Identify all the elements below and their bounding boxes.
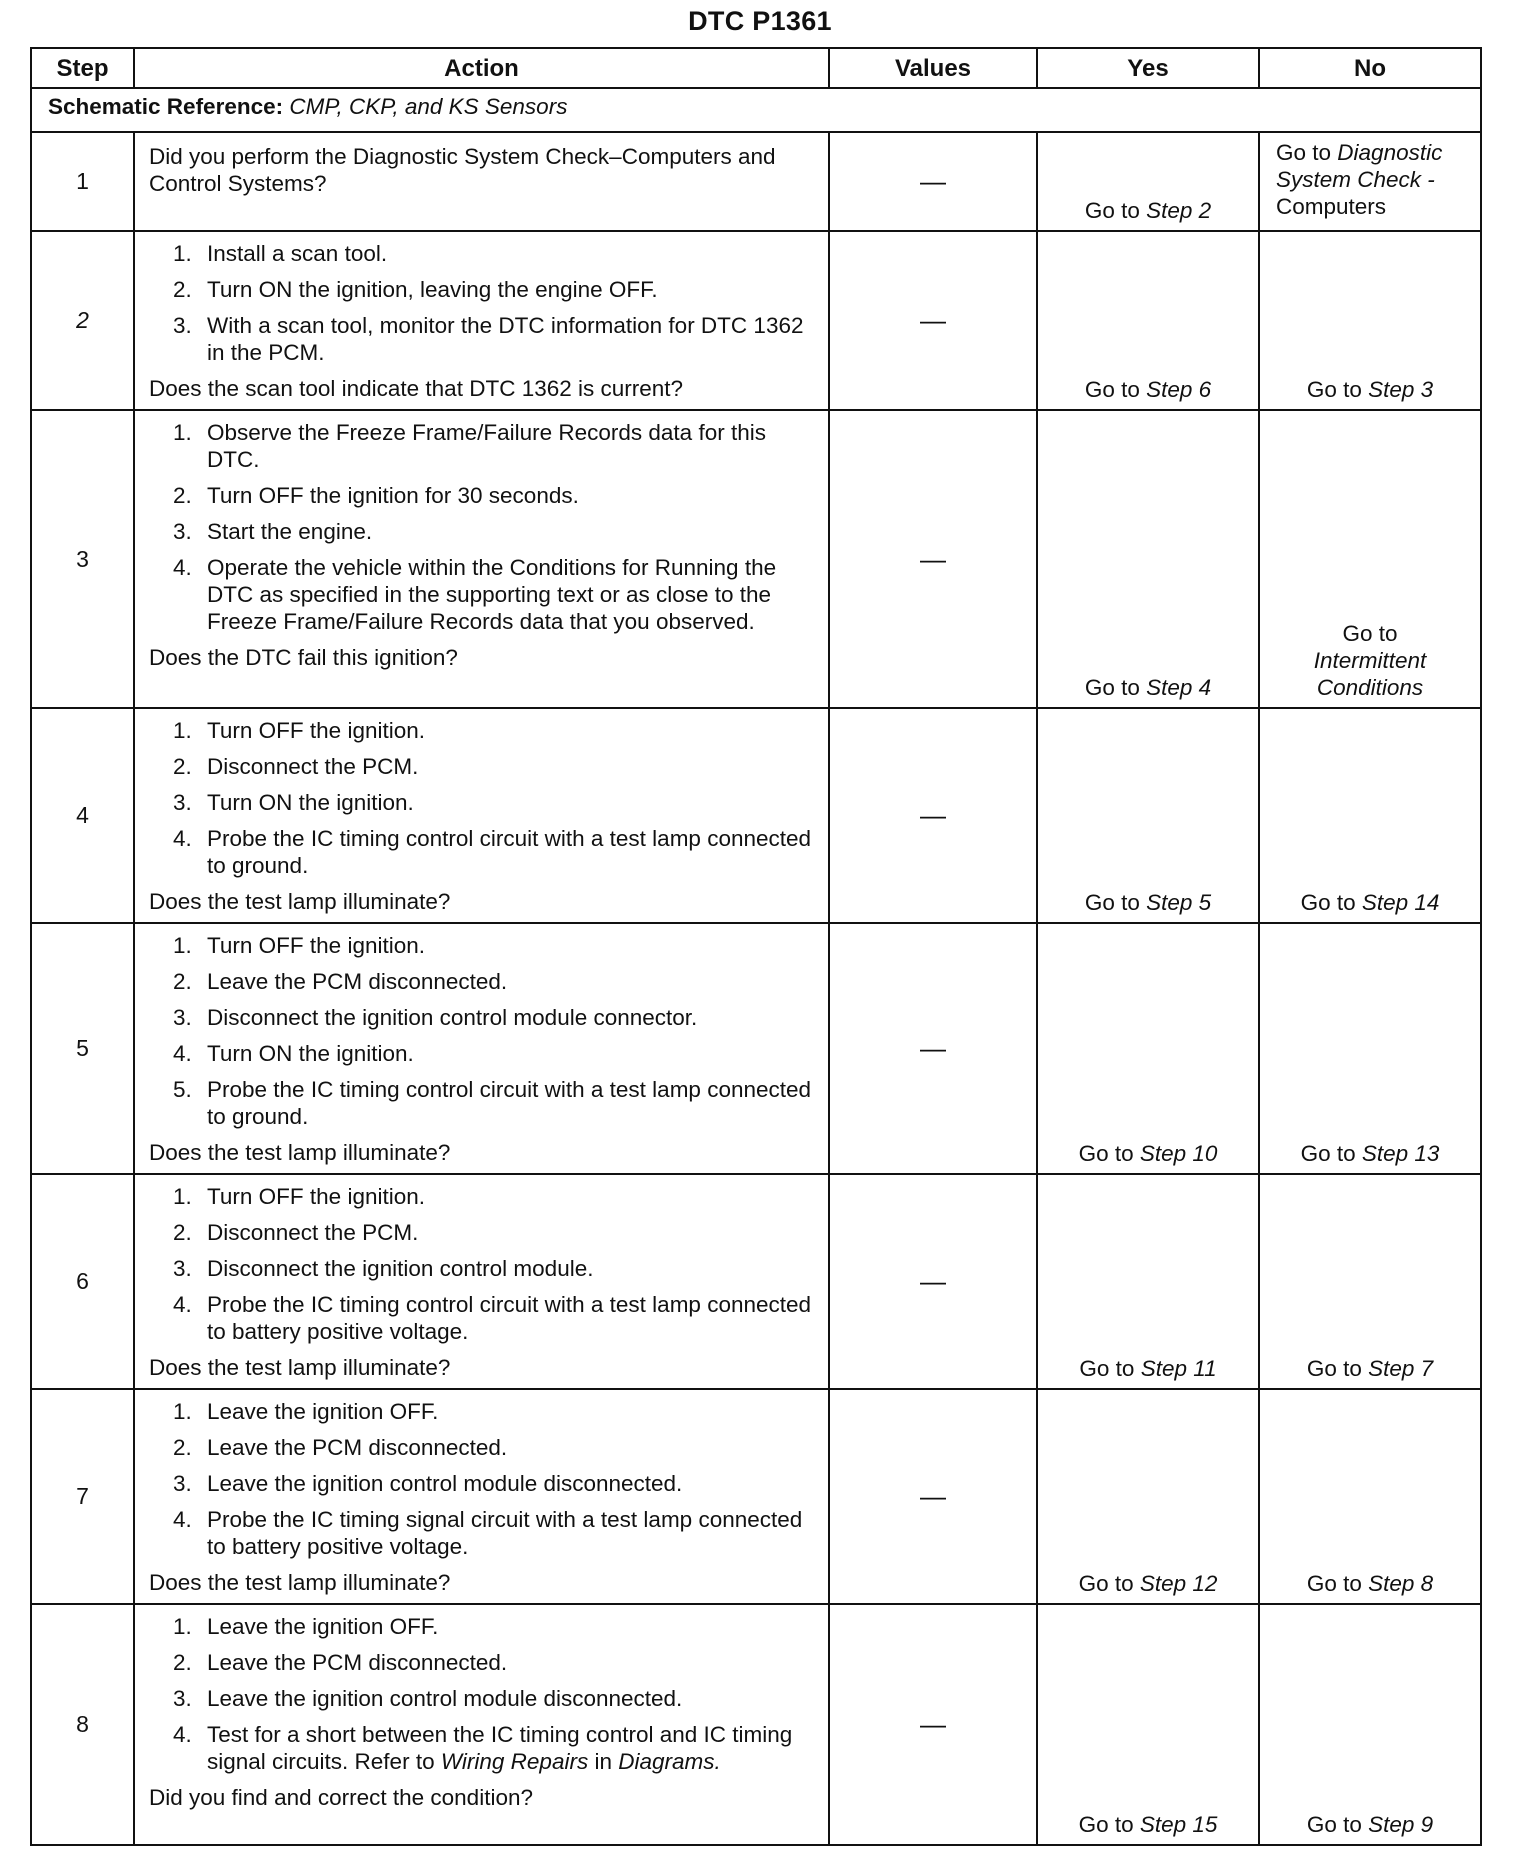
schematic-reference <box>31 88 1481 132</box>
no-link[interactable]: Step 9 <box>1368 1812 1434 1837</box>
header-step: Step <box>31 48 134 88</box>
header-action: Action <box>134 48 829 88</box>
header-yes: Yes <box>1037 48 1259 88</box>
yes-cell: Go to Step 11 <box>1037 1174 1259 1389</box>
action-step: 4. Operate the vehicle within the Conditions for Running the DTC as specified in the supporting text or as close to the Freeze Frame/Failure Records data that you observed. <box>173 555 777 634</box>
action-step: 4. Probe the IC timing control circuit with a test lamp connected to battery positive voltage. <box>173 1292 812 1344</box>
action-step: 4. Turn ON the ignition. <box>173 1041 414 1066</box>
yes-link[interactable]: Step 15 <box>1139 1812 1218 1837</box>
no-cell <box>1259 410 1481 708</box>
action-step: 3. Turn ON the ignition. <box>173 790 414 815</box>
no-cell: Go to Step 7 <box>1259 1174 1481 1389</box>
yes-link[interactable]: Step 12 <box>1139 1571 1218 1596</box>
action-question: Does the DTC fail this ignition? <box>149 645 458 670</box>
action-step: 1. Leave the ignition OFF. <box>173 1614 439 1639</box>
action-question: Does the scan tool indicate that DTC 1362 is current? <box>149 376 684 401</box>
action-cell <box>134 231 829 410</box>
action-step: 4. Probe the IC timing signal circuit with a test lamp connected to battery positive voltage. <box>173 1507 803 1559</box>
table-row <box>31 132 1481 231</box>
no-cell: Go to Step 14 <box>1259 708 1481 923</box>
action-step: 1. Observe the Freeze Frame/Failure Records data for this DTC. <box>173 420 766 472</box>
action-step: 1. Turn OFF the ignition. <box>173 718 426 743</box>
action-step: 1. Turn OFF the ignition. <box>173 1184 426 1209</box>
step-number: 4 <box>31 708 134 923</box>
action-cell <box>134 923 829 1174</box>
yes-cell <box>1037 132 1259 231</box>
header-no: No <box>1259 48 1481 88</box>
action-cell <box>134 132 829 231</box>
no-link[interactable]: Step 14 <box>1361 890 1440 915</box>
no-prefix: Go to <box>1342 621 1398 646</box>
no-prefix: Go to <box>1276 140 1338 165</box>
values-cell: — <box>829 1604 1037 1845</box>
yes-cell: Go to Step 10 <box>1037 923 1259 1174</box>
step-number: 6 <box>31 1174 134 1389</box>
schematic-value: CMP, CKP, and KS Sensors <box>289 94 568 119</box>
yes-link[interactable]: Step 10 <box>1139 1141 1218 1166</box>
action-step: 2. Turn OFF the ignition for 30 seconds. <box>173 483 579 508</box>
table-row <box>31 1389 1481 1604</box>
action-question: Does the test lamp illuminate? <box>149 1355 451 1380</box>
action-step: 2. Leave the PCM disconnected. <box>173 969 508 994</box>
yes-prefix: Go to <box>1084 198 1147 223</box>
action-step: 4. Test for a short between the IC timing control and IC timing signal circuits. Refer to Wiring Repairs in Diagrams. <box>173 1722 793 1774</box>
table-row <box>31 708 1481 923</box>
yes-link[interactable]: Step 4 <box>1146 675 1212 700</box>
action-steps <box>149 1613 818 1775</box>
dtc-table <box>30 47 1482 1846</box>
step-number: 5 <box>31 923 134 1174</box>
yes-cell: Go to Step 6 <box>1037 231 1259 410</box>
action-step: 2. Disconnect the PCM. <box>173 754 419 779</box>
step-number: 2 <box>31 231 134 410</box>
yes-link[interactable]: Step 2 <box>1146 198 1212 223</box>
action-question: Did you perform the Diagnostic System Check–Computers and Control Systems? <box>149 144 776 196</box>
action-step: 3. Start the engine. <box>173 519 373 544</box>
no-link[interactable]: Step 3 <box>1368 377 1434 402</box>
values-cell: — <box>829 708 1037 923</box>
values-cell: — <box>829 1389 1037 1604</box>
step-number: 3 <box>31 410 134 708</box>
yes-cell: Go to Step 15 <box>1037 1604 1259 1845</box>
action-step: 1. Leave the ignition OFF. <box>173 1399 439 1424</box>
header-values: Values <box>829 48 1037 88</box>
action-step: 3. With a scan tool, monitor the DTC information for DTC 1362 in the PCM. <box>173 313 804 365</box>
action-step: 3. Leave the ignition control module disconnected. <box>173 1686 683 1711</box>
no-link[interactable]: Step 13 <box>1361 1141 1440 1166</box>
values-cell: — <box>829 231 1037 410</box>
action-step: 2. Disconnect the PCM. <box>173 1220 419 1245</box>
action-question: Does the test lamp illuminate? <box>149 1570 451 1595</box>
step-number: 7 <box>31 1389 134 1604</box>
no-link[interactable]: Step 7 <box>1368 1356 1434 1381</box>
action-step: 4. Probe the IC timing control circuit with a test lamp connected to ground. <box>173 826 812 878</box>
action-steps <box>149 240 818 366</box>
action-cell <box>134 1174 829 1389</box>
page-title: DTC P1361 <box>688 6 832 36</box>
action-step: 5. Probe the IC timing control circuit with a test lamp connected to ground. <box>173 1077 812 1129</box>
action-steps <box>149 1183 818 1345</box>
action-step: 2. Turn ON the ignition, leaving the engine OFF. <box>173 277 658 302</box>
table-row <box>31 1174 1481 1389</box>
yes-link[interactable]: Step 5 <box>1146 890 1212 915</box>
action-cell <box>134 1604 829 1845</box>
action-cell <box>134 410 829 708</box>
no-cell: Go to Step 8 <box>1259 1389 1481 1604</box>
action-step: 3. Disconnect the ignition control module connector. <box>173 1005 698 1030</box>
values-cell: — <box>829 132 1037 231</box>
action-steps <box>149 717 818 879</box>
yes-link[interactable]: Step 11 <box>1140 1356 1217 1381</box>
action-question: Does the test lamp illuminate? <box>149 889 451 914</box>
no-link[interactable]: Intermittent Conditions <box>1313 648 1427 700</box>
step-number: 1 <box>31 132 134 231</box>
table-row <box>31 410 1481 708</box>
no-link[interactable]: Diagnostic System Check - <box>1276 140 1443 192</box>
yes-link[interactable]: Step 6 <box>1146 377 1212 402</box>
action-step: 2. Leave the PCM disconnected. <box>173 1650 508 1675</box>
action-cell <box>134 708 829 923</box>
values-cell: — <box>829 1174 1037 1389</box>
yes-cell: Go to Step 5 <box>1037 708 1259 923</box>
no-cell: Go to Step 9 <box>1259 1604 1481 1845</box>
table-row <box>31 231 1481 410</box>
values-cell: — <box>829 410 1037 708</box>
no-suffix: Computers <box>1276 194 1387 219</box>
values-cell: — <box>829 923 1037 1174</box>
step-number: 8 <box>31 1604 134 1845</box>
action-step: 1. Turn OFF the ignition. <box>173 933 426 958</box>
diagrams-link[interactable]: Diagrams. <box>618 1749 721 1774</box>
table-row <box>31 923 1481 1174</box>
schematic-row <box>31 88 1481 132</box>
action-step: 3. Disconnect the ignition control module. <box>173 1256 594 1281</box>
yes-cell: Go to Step 4 <box>1037 410 1259 708</box>
wiring-repairs-link[interactable]: Wiring Repairs <box>440 1749 589 1774</box>
action-steps <box>149 1398 818 1560</box>
action-steps <box>149 419 818 635</box>
header-row <box>31 48 1481 88</box>
action-question: Did you find and correct the condition? <box>149 1785 533 1810</box>
no-cell: Go to Step 13 <box>1259 923 1481 1174</box>
table-row <box>31 1604 1481 1845</box>
no-link[interactable]: Step 8 <box>1368 1571 1434 1596</box>
no-cell <box>1259 132 1481 231</box>
action-step: 3. Leave the ignition control module disconnected. <box>173 1471 683 1496</box>
action-step: 2. Leave the PCM disconnected. <box>173 1435 508 1460</box>
yes-cell: Go to Step 12 <box>1037 1389 1259 1604</box>
no-cell: Go to Step 3 <box>1259 231 1481 410</box>
action-cell <box>134 1389 829 1604</box>
schematic-label: Schematic Reference: <box>48 94 284 119</box>
action-step: 1. Install a scan tool. <box>173 241 388 266</box>
action-question: Does the test lamp illuminate? <box>149 1140 451 1165</box>
action-steps <box>149 932 818 1130</box>
